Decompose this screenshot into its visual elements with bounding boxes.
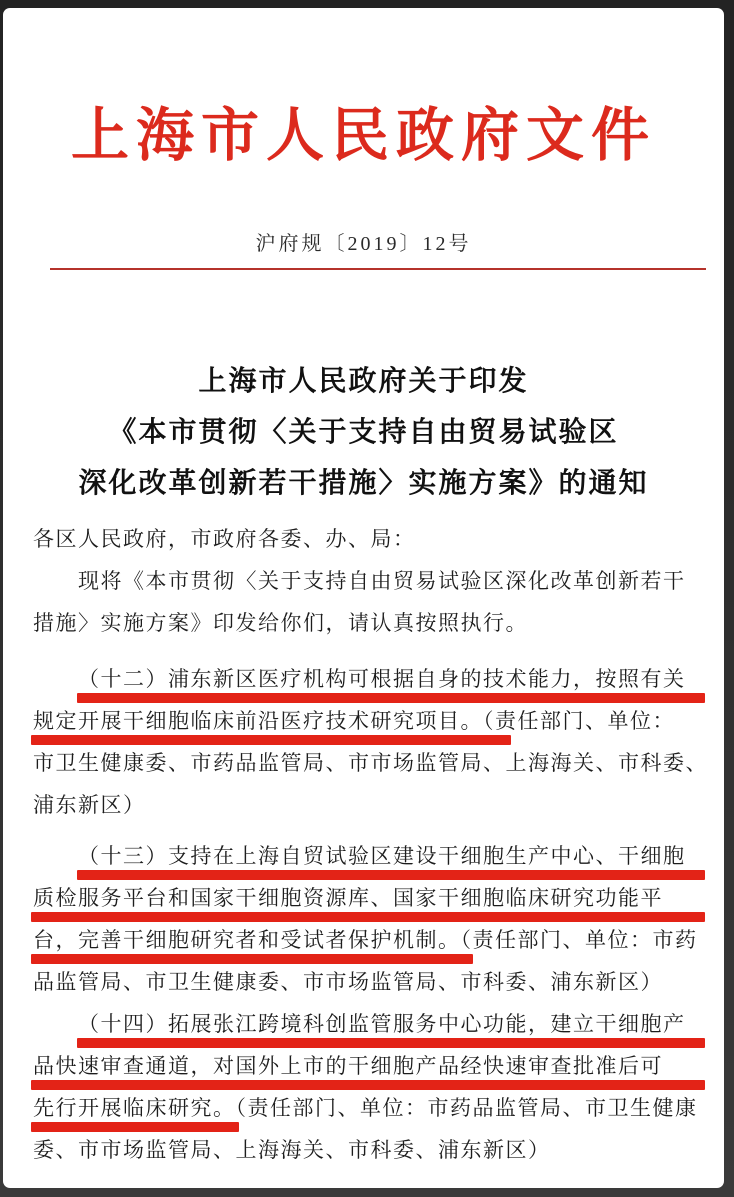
para-14-line-3: 先行开展临床研究。（责任部门、单位：市药品监管局、市卫生健康	[33, 1087, 703, 1129]
intro-line: 措施〉实施方案》印发给你们，请认真按照执行。	[33, 611, 528, 635]
para-14-line-4: 委、市市场监管局、上海海关、市科委、浦东新区）	[33, 1138, 551, 1162]
intro-line: 现将《本市贯彻〈关于支持自由贸易试验区深化改革创新若干	[78, 569, 686, 593]
para-12-line-2: 规定开展干细胞临床前沿医疗技术研究项目。（责任部门、单位：	[33, 700, 703, 742]
page-title: 上海市人民政府文件	[70, 103, 656, 168]
para-14-line-1: （十四）拓展张江跨境科创监管服务中心功能，建立干细胞产	[33, 1003, 703, 1045]
para-13-line-2: 质检服务平台和国家干细胞资源库、国家干细胞临床研究功能平	[33, 877, 703, 919]
notice-title-line: 深化改革创新若干措施〉实施方案》的通知	[78, 468, 649, 499]
document-number: 沪府规〔2019〕12号	[255, 233, 472, 255]
salutation-line: 各区人民政府，市政府各委、办、局：	[33, 527, 416, 551]
header-divider	[50, 268, 706, 270]
notice-title	[3, 356, 724, 509]
document-body	[33, 518, 708, 1171]
para-13-line-4: 品监管局、市卫生健康委、市市场监管局、市科委、浦东新区）	[33, 970, 663, 994]
para-12-line-4: 浦东新区）	[33, 793, 146, 817]
notice-title-line: 上海市人民政府关于印发	[198, 366, 529, 397]
para-13-line-1: （十三）支持在上海自贸试验区建设干细胞生产中心、干细胞	[33, 835, 703, 877]
para-14-line-2: 品快速审查通道，对国外上市的干细胞产品经快速审查批准后可	[33, 1045, 703, 1087]
para-13-line-3: 台，完善干细胞研究者和受试者保护机制。（责任部门、单位：市药	[33, 919, 703, 961]
notice-title-line: 《本市贯彻〈关于支持自由贸易试验区	[108, 417, 619, 448]
para-12-line-3: 市卫生健康委、市药品监管局、市市场监管局、上海海关、市科委、	[33, 751, 708, 775]
para-12-line-1: （十二）浦东新区医疗机构可根据自身的技术能力，按照有关	[33, 658, 703, 700]
document-page	[3, 8, 724, 1188]
